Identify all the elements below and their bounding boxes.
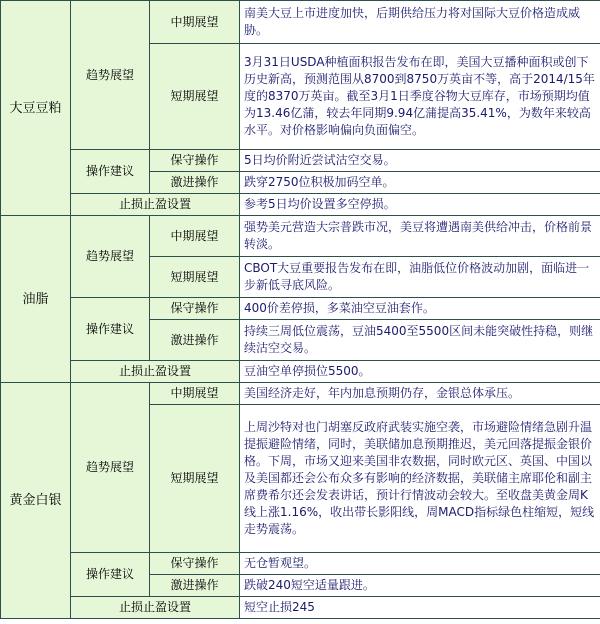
conservative-label: 保守操作	[150, 298, 240, 320]
mid-term-text: 强势美元营造大宗普跌市况，美豆将遭遇南美供给冲击，价格前景转淡。	[240, 216, 600, 257]
short-term-text: 3月31日USDA种植面积报告发布在即，美国大豆播种面积或创下历史新高，预测范围从8700到8750万英亩不等，高于2014/15年度的8370万英亩。截至3月1日季度谷物大豆库存，市场预期均值为13.46亿蒲，较去年同期9.94亿蒲提高35.41%，为数年来较高水平。对价格影响偏向负面偏空。	[240, 44, 600, 150]
section-label-soy: 大豆豆粕	[1, 1, 71, 216]
section-label-oil: 油脂	[1, 216, 71, 383]
stop-text: 豆油空单停损位5500。	[240, 361, 600, 383]
table-row	[1, 150, 600, 172]
aggressive-label: 激进操作	[150, 575, 240, 597]
table-row	[1, 298, 600, 320]
stop-text: 短空止损245	[240, 597, 600, 619]
table-row	[1, 194, 600, 216]
table-row	[1, 597, 600, 619]
stop-label: 止损止盈设置	[71, 194, 240, 216]
mid-term-label: 中期展望	[150, 216, 240, 257]
conservative-text: 无仓暂观望。	[240, 553, 600, 575]
mid-term-label: 中期展望	[150, 383, 240, 405]
aggressive-text: 跌破240短空适量跟进。	[240, 575, 600, 597]
conservative-text: 5日均价附近尝试沽空交易。	[240, 150, 600, 172]
stop-label: 止损止盈设置	[71, 361, 240, 383]
advice-label: 操作建议	[71, 553, 150, 597]
aggressive-text: 跌穿2750位积极加码空单。	[240, 172, 600, 194]
conservative-label: 保守操作	[150, 553, 240, 575]
trend-label: 趋势展望	[71, 216, 150, 298]
short-term-label: 短期展望	[150, 405, 240, 553]
stop-text: 参考5日均价设置多空停损。	[240, 194, 600, 216]
mid-term-text: 南美大豆上市进度加快，后期供给压力将对国际大豆价格造成威胁。	[240, 1, 600, 44]
trend-label: 趋势展望	[71, 383, 150, 553]
aggressive-label: 激进操作	[150, 172, 240, 194]
table-row	[1, 216, 600, 257]
mid-term-text: 美国经济走好，年内加息预期仍存，金银总体承压。	[240, 383, 600, 405]
table-row	[1, 361, 600, 383]
mid-term-label: 中期展望	[150, 1, 240, 44]
table-row	[1, 553, 600, 575]
aggressive-label: 激进操作	[150, 320, 240, 361]
short-term-text: 上周沙特对也门胡塞反政府武装实施空袭，市场避险情绪急剧升温提振避险情绪，同时，美联储加息预期推迟，美元回落提振金银价格。下周，市场又迎来美国非农数据，同时欧元区、英国、中国以及美国都还会公布众多有影响的经济数据，美联储主席耶伦和副主席费希尔还会发表讲话，预计行情波动会较大。至收盘美黄金周K线上涨1.16%，收出带长影阳线，周MACD指标绿色柱缩短，短线走势震荡。	[240, 405, 600, 553]
conservative-text: 400价差停损，多菜油空豆油套作。	[240, 298, 600, 320]
aggressive-text: 持续三周低位震荡，豆油5400至5500区间未能突破性持稳，则继续沽空交易。	[240, 320, 600, 361]
short-term-text: CBOT大豆重要报告发布在即，油脂低位价格波动加剧，面临进一步新低寻底风险。	[240, 257, 600, 298]
advice-label: 操作建议	[71, 150, 150, 194]
advice-label: 操作建议	[71, 298, 150, 361]
section-label-gold: 黄金白银	[1, 383, 71, 619]
stop-label: 止损止盈设置	[71, 597, 240, 619]
short-term-label: 短期展望	[150, 44, 240, 150]
trend-label: 趋势展望	[71, 1, 150, 150]
conservative-label: 保守操作	[150, 150, 240, 172]
table-row	[1, 383, 600, 405]
table-row	[1, 1, 600, 44]
short-term-label: 短期展望	[150, 257, 240, 298]
